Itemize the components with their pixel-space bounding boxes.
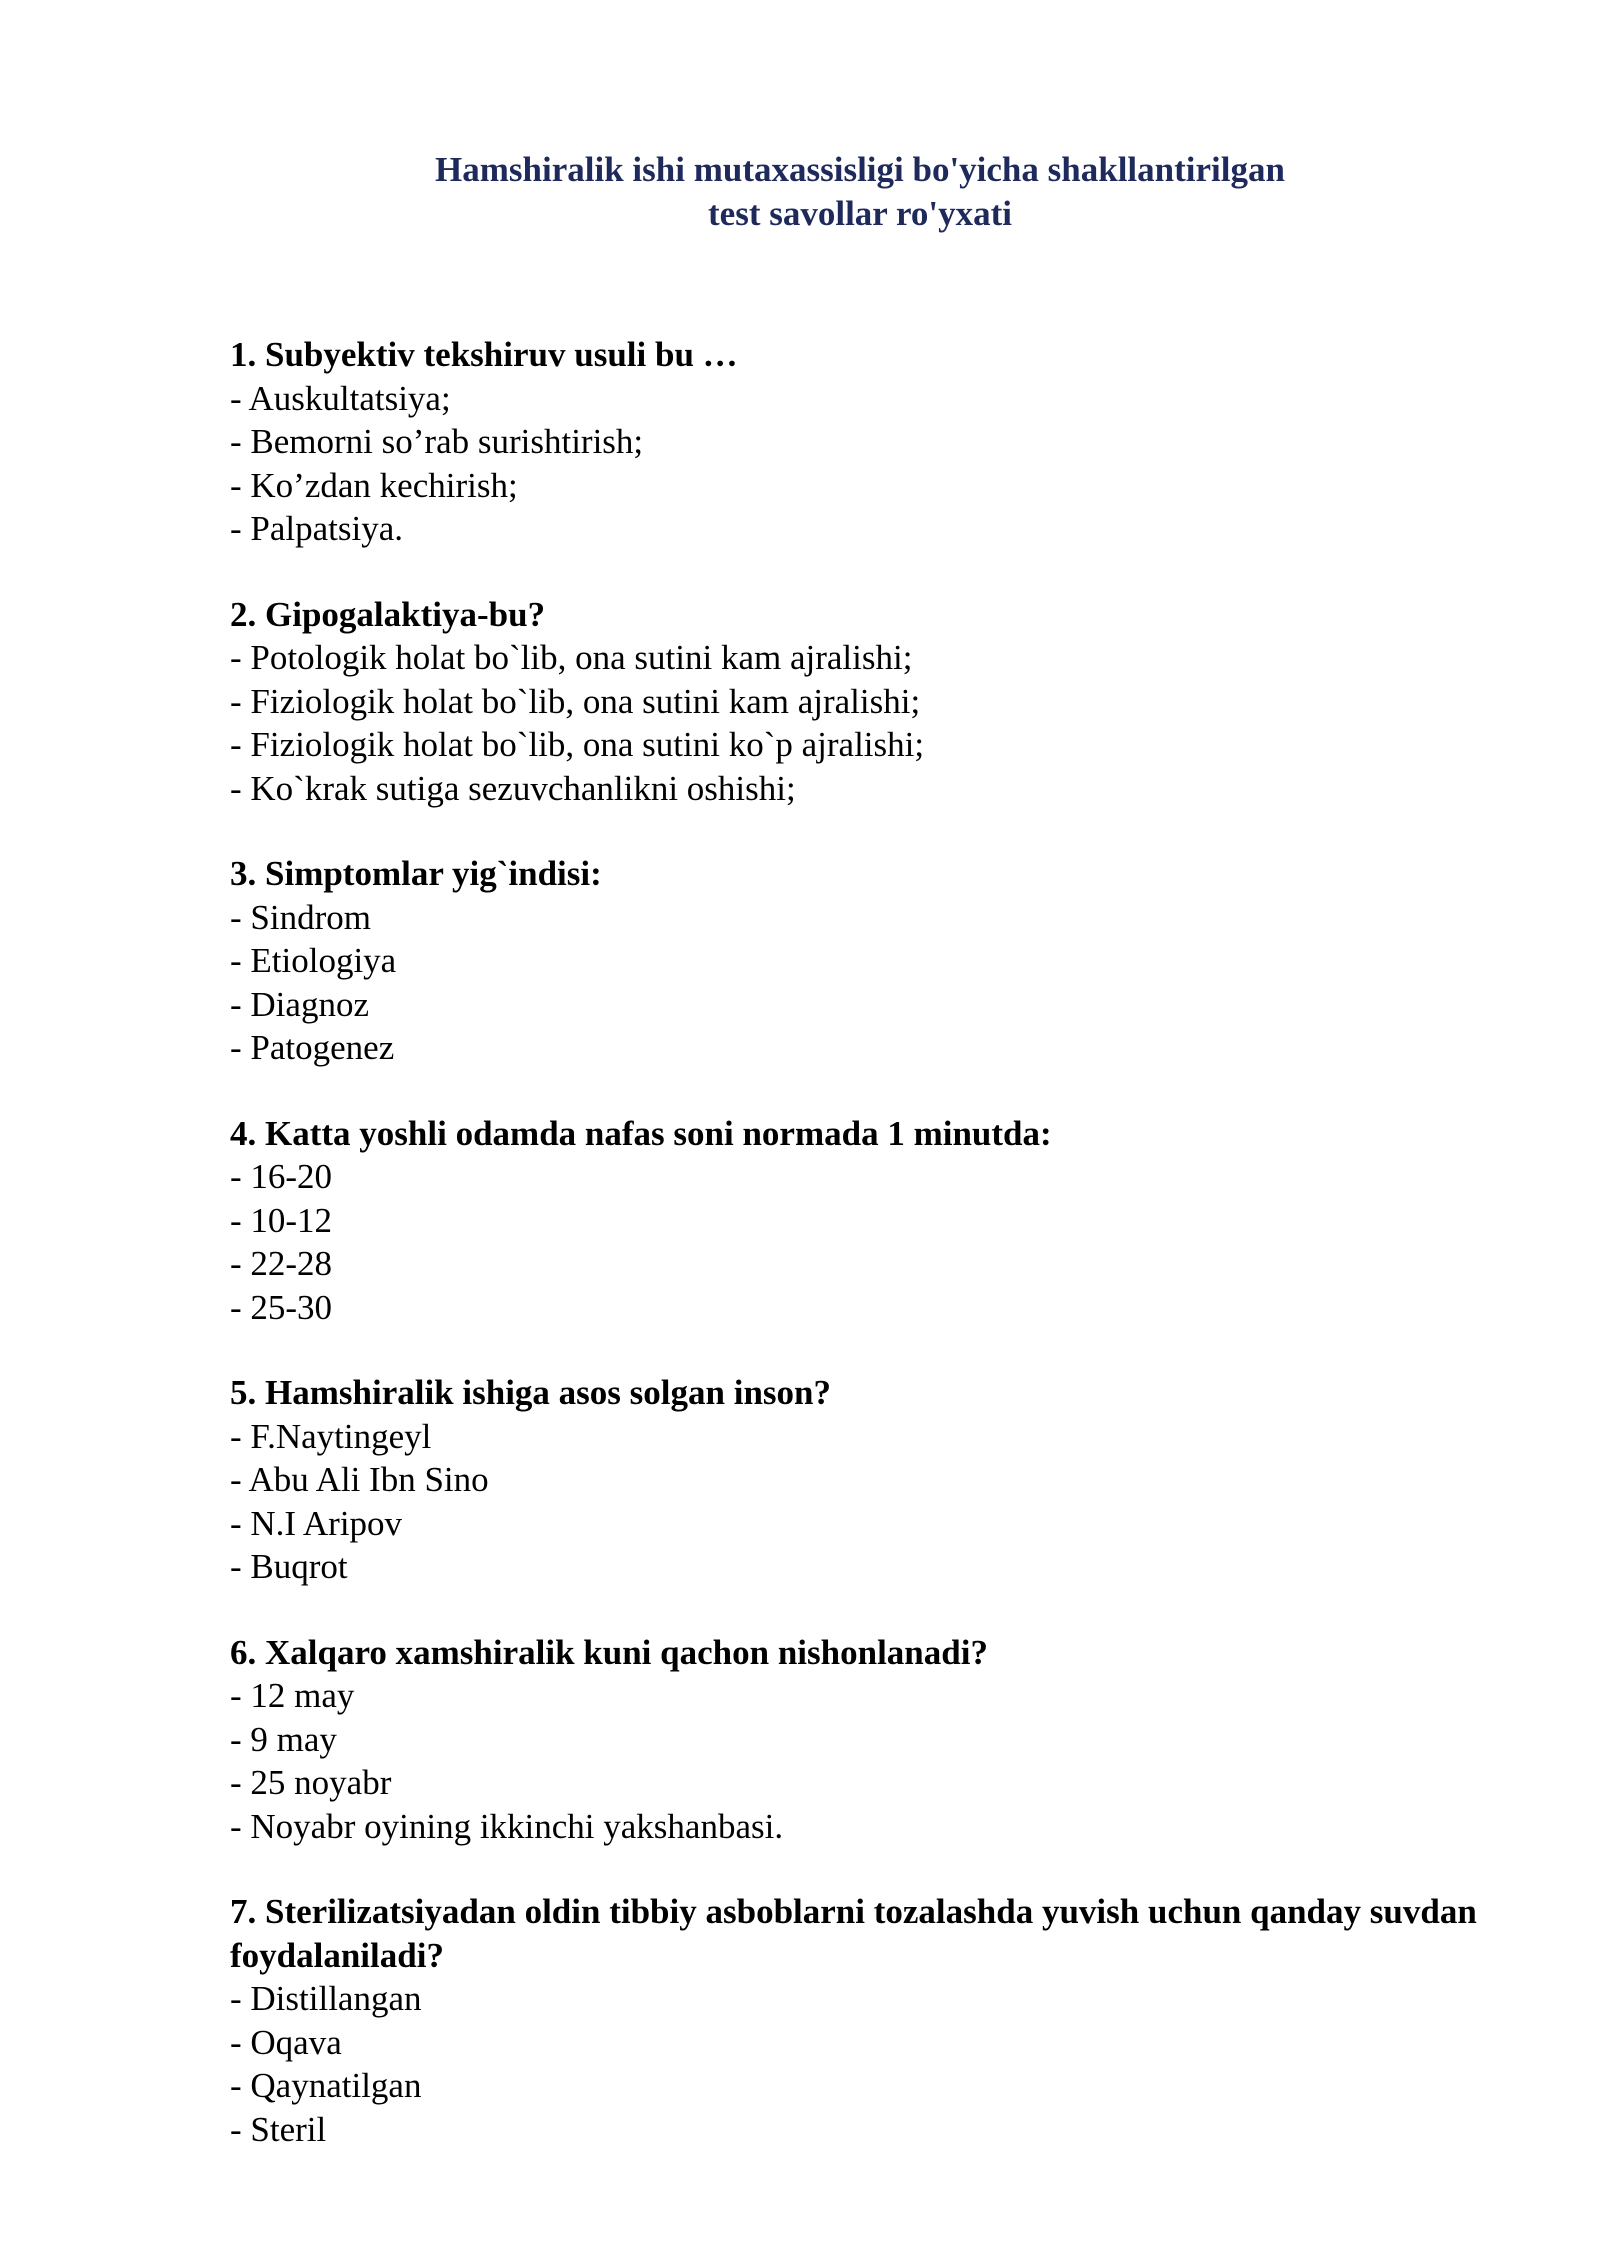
answer-option: - 25-30 bbox=[230, 1287, 333, 1327]
answer-option: - N.I Aripov bbox=[230, 1503, 403, 1543]
answer-options bbox=[230, 896, 1480, 1070]
answer-option: - Abu Ali Ibn Sino bbox=[230, 1460, 489, 1499]
question-4 bbox=[230, 1112, 1480, 1330]
answer-option: - 12 may bbox=[230, 1676, 355, 1715]
answer-option: - Ko`krak sutiga sezuvchanlikni oshishi; bbox=[230, 768, 796, 808]
question-list bbox=[230, 333, 1480, 2193]
answer-option: - Sindrom bbox=[230, 897, 371, 937]
answer-option: - Qaynatilgan bbox=[230, 2066, 422, 2105]
answer-option: - Noyabr oyining ikkinchi yakshanbasi. bbox=[230, 1806, 784, 1846]
document-title bbox=[230, 148, 1490, 236]
document-title-line-2: test savollar ro'yxati bbox=[708, 194, 1012, 233]
question-title: 6. Xalqaro xamshiralik kuni qachon nishonlanadi? bbox=[230, 1632, 988, 1672]
answer-options bbox=[230, 1674, 1480, 1848]
answer-option: - Diagnoz bbox=[230, 984, 369, 1024]
answer-option: - Etiologiya bbox=[230, 941, 397, 980]
question-title: 5. Hamshiralik ishiga asos solgan inson? bbox=[230, 1373, 831, 1412]
answer-option: - Oqava bbox=[230, 2022, 342, 2062]
question-title: 1. Subyektiv tekshiruv usuli bu … bbox=[230, 335, 738, 374]
question-title: 3. Simptomlar yig`indisi: bbox=[230, 854, 602, 893]
answer-option: - Fiziologik holat bo`lib, ona sutini kam ajralishi; bbox=[230, 681, 921, 721]
question-1 bbox=[230, 333, 1480, 551]
question-title: 2. Gipogalaktiya-bu? bbox=[230, 594, 546, 634]
answer-option: - Fiziologik holat bo`lib, ona sutini ko`p ajralishi; bbox=[230, 725, 925, 764]
answer-option: - 22-28 bbox=[230, 1244, 333, 1283]
question-5 bbox=[230, 1371, 1480, 1589]
answer-option: - Ko’zdan kechirish; bbox=[230, 465, 518, 505]
answer-option: - 25 noyabr bbox=[230, 1763, 392, 1802]
answer-option: - 16-20 bbox=[230, 1157, 333, 1196]
answer-options bbox=[230, 636, 1480, 810]
answer-option: - Patogenez bbox=[230, 1028, 395, 1067]
answer-option: - 9 may bbox=[230, 1719, 337, 1759]
answer-options bbox=[230, 377, 1480, 551]
answer-options bbox=[230, 1155, 1480, 1329]
answer-option: - F.Naytingeyl bbox=[230, 1416, 432, 1456]
answer-option: - Bemorni so’rab surishtirish; bbox=[230, 422, 644, 461]
answer-option: - Palpatsiya. bbox=[230, 509, 404, 548]
question-title: 7. Sterilizatsiyadan oldin tibbiy asboblarni tozalashda yuvish uchun qanday suvdan foydalaniladi? bbox=[230, 1892, 1477, 1975]
answer-option: - Buqrot bbox=[230, 1547, 348, 1586]
question-2 bbox=[230, 593, 1480, 811]
answer-options bbox=[230, 1977, 1480, 2151]
answer-options bbox=[230, 1415, 1480, 1589]
answer-option: - Potologik holat bo`lib, ona sutini kam ajralishi; bbox=[230, 638, 913, 677]
answer-option: - Auskultatsiya; bbox=[230, 378, 451, 418]
answer-option: - Distillangan bbox=[230, 1979, 422, 2018]
answer-option: - 10-12 bbox=[230, 1200, 333, 1240]
question-title: 4. Katta yoshli odamda nafas soni normada 1 minutda: bbox=[230, 1113, 1052, 1153]
answer-option: - Steril bbox=[230, 2109, 327, 2149]
question-7 bbox=[230, 1890, 1480, 2151]
question-6 bbox=[230, 1631, 1480, 1849]
question-3 bbox=[230, 852, 1480, 1070]
document-title-line-1: Hamshiralik ishi mutaxassisligi bo'yicha shakllantirilgan bbox=[435, 150, 1285, 189]
